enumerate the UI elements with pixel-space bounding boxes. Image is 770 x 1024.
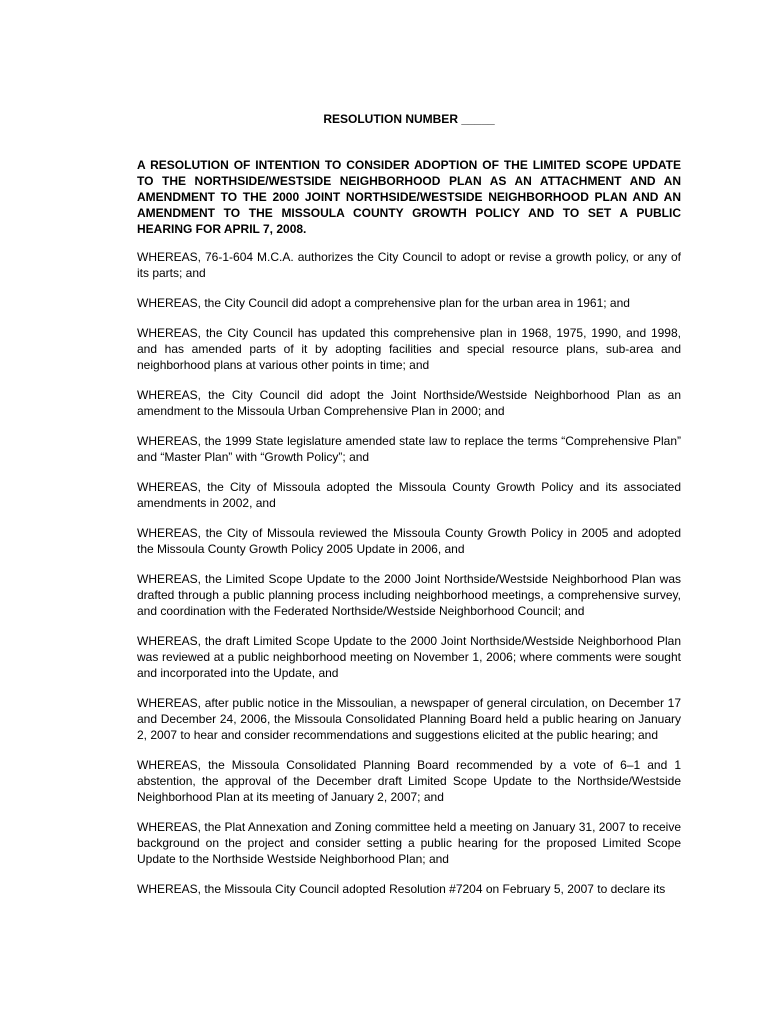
- whereas-paragraph-10: WHEREAS, after public notice in the Missoulian, a newspaper of general circulation, on December 17 and December 24, 2006, the Missoula Consolidated Planning Board held a public hearing on January 2, 2007 to hear and consider recommendations and suggestions elicited at the public hearing; and: [137, 696, 681, 742]
- whereas-paragraph-8: WHEREAS, the Limited Scope Update to the 2000 Joint Northside/Westside Neighborhood Plan was drafted through a public planning process including neighborhood meetings, a comprehensive survey, and coordination with the Federated Northside/Westside Neighborhood Council; and: [137, 572, 681, 618]
- whereas-paragraph-6: WHEREAS, the City of Missoula adopted the Missoula County Growth Policy and its associated amendments in 2002, and: [137, 480, 681, 510]
- whereas-paragraph-7: WHEREAS, the City of Missoula reviewed the Missoula County Growth Policy in 2005 and adopted the Missoula County Growth Policy 2005 Update in 2006, and: [137, 526, 681, 556]
- whereas-paragraph-1: WHEREAS, 76-1-604 M.C.A. authorizes the City Council to adopt or revise a growth policy, or any of its parts; and: [137, 250, 681, 280]
- whereas-paragraph-9: WHEREAS, the draft Limited Scope Update to the 2000 Joint Northside/Westside Neighborhood Plan was reviewed at a public neighborhood meeting on November 1, 2006; where comments were sought and incorporated into the Update, and: [137, 634, 681, 680]
- whereas-paragraph-12: WHEREAS, the Plat Annexation and Zoning committee held a meeting on January 31, 2007 to receive background on the project and consider setting a public hearing for the proposed Limited Scope Update to the Northside Westside Neighborhood Plan; and: [137, 820, 681, 866]
- resolution-heading: A RESOLUTION OF INTENTION TO CONSIDER ADOPTION OF THE LIMITED SCOPE UPDATE TO THE NORTHSIDE/WESTSIDE NEIGHBORHOOD PLAN AS AN ATTACHMENT AND AN AMENDMENT TO THE 2000 JOINT NORTHSIDE/WESTSIDE NEIGHBORHOOD PLAN AND AN AMENDMENT TO THE MISSOULA COUNTY GROWTH POLICY AND TO SET A PUBLIC HEARING FOR APRIL 7, 2008.: [137, 158, 681, 236]
- whereas-paragraph-13: WHEREAS, the Missoula City Council adopted Resolution #7204 on February 5, 2007 to declare its: [137, 882, 666, 896]
- whereas-paragraph-4: WHEREAS, the City Council did adopt the Joint Northside/Westside Neighborhood Plan as an amendment to the Missoula Urban Comprehensive Plan in 2000; and: [137, 388, 681, 418]
- whereas-paragraph-2: WHEREAS, the City Council did adopt a comprehensive plan for the urban area in 1961; and: [137, 296, 630, 310]
- whereas-paragraph-11: WHEREAS, the Missoula Consolidated Planning Board recommended by a vote of 6–1 and 1 abstention, the approval of the December draft Limited Scope Update to the Northside/Westside Neighborhood Plan at its meeting of January 2, 2007; and: [137, 758, 681, 804]
- resolution-title: RESOLUTION NUMBER _____: [323, 112, 495, 126]
- whereas-paragraph-5: WHEREAS, the 1999 State legislature amended state law to replace the terms “Comprehensive Plan” and “Master Plan” with “Growth Policy”; and: [137, 434, 681, 464]
- document-body: [137, 112, 681, 911]
- whereas-paragraph-3: WHEREAS, the City Council has updated this comprehensive plan in 1968, 1975, 1990, and 1998, and has amended parts of it by adopting facilities and special resource plans, sub-area and neighborhood plans at various other points in time; and: [137, 326, 681, 372]
